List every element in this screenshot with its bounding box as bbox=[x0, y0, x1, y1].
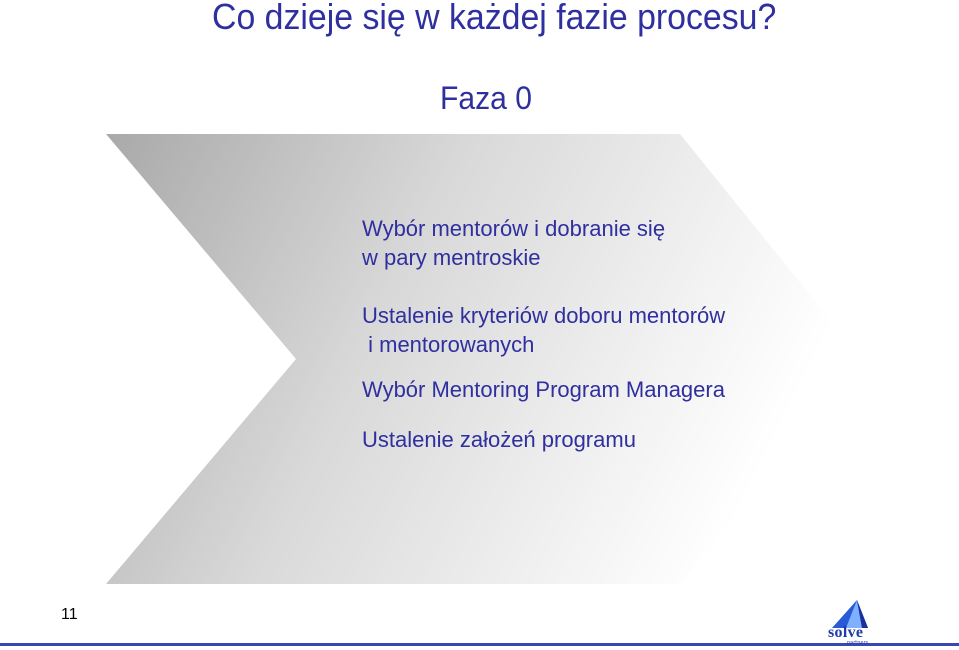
list-item-line: Ustalenie kryteriów doboru mentorów bbox=[362, 303, 726, 328]
phase-title: Faza 0 bbox=[440, 80, 532, 116]
page-number: 11 bbox=[61, 606, 78, 623]
list-item-line: Wybór Mentoring Program Managera bbox=[362, 377, 725, 402]
list-item bbox=[362, 214, 822, 272]
list-item bbox=[362, 375, 822, 404]
bottom-divider bbox=[0, 643, 959, 646]
logo-name: solve bbox=[828, 624, 864, 641]
slide-title: Co dzieje się w każdej fazie procesu? bbox=[212, 0, 777, 37]
list-item-line: i mentorowanych bbox=[362, 332, 535, 357]
list-item-line: Ustalenie założeń programu bbox=[362, 427, 636, 452]
list-item-line: w pary mentroskie bbox=[362, 245, 541, 270]
list-item-line: Wybór mentorów i dobranie się bbox=[362, 216, 666, 241]
phase-items-list bbox=[362, 214, 822, 454]
list-item bbox=[362, 301, 822, 359]
logo-subtitle: partners bbox=[847, 640, 869, 646]
list-item bbox=[362, 425, 822, 454]
